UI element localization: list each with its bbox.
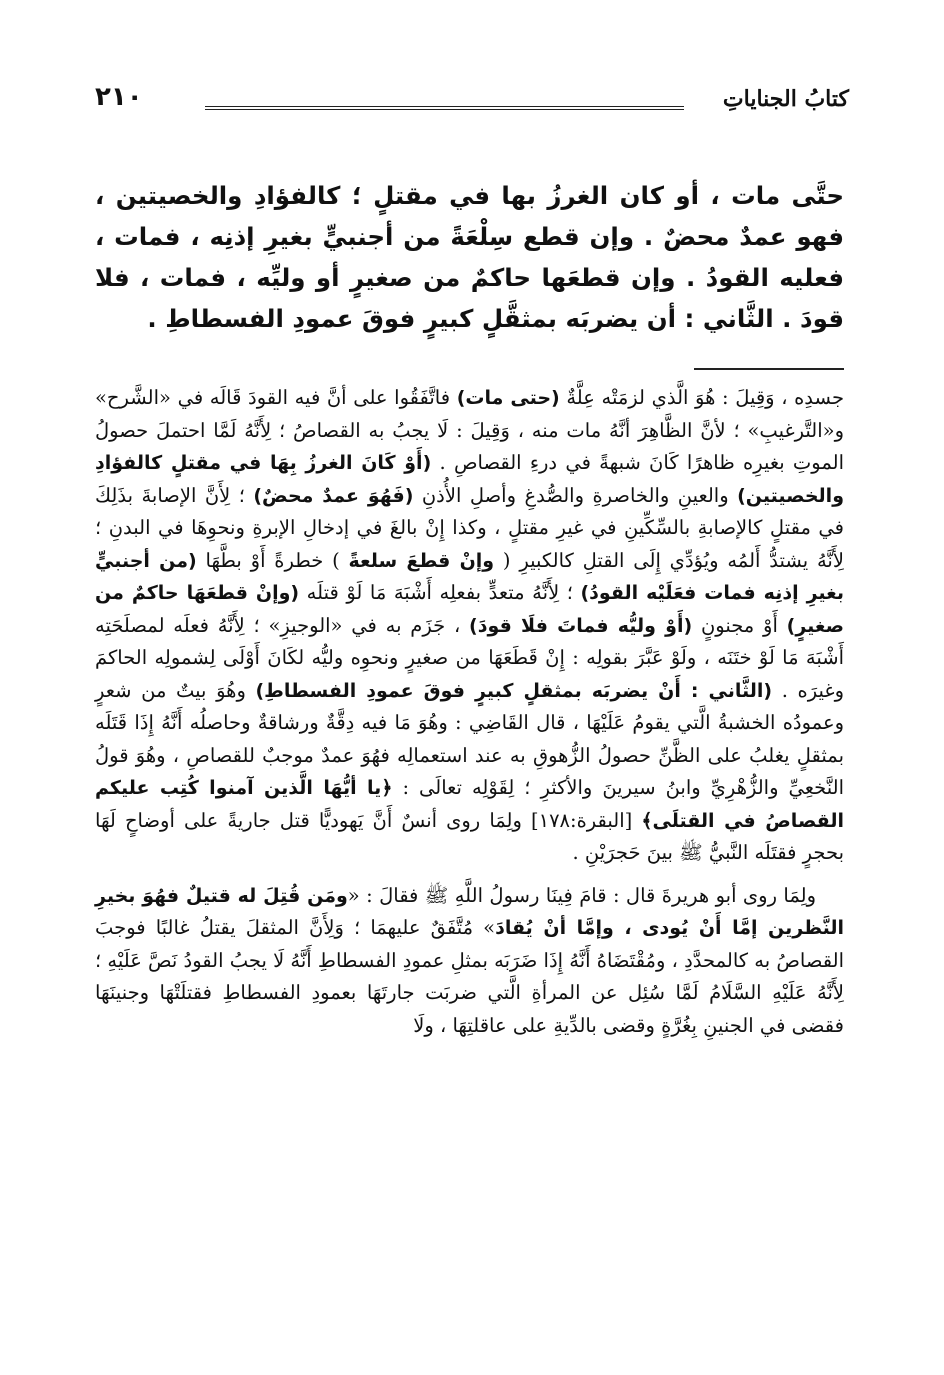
commentary-text: » مُتَّفَقٌ عليهمَا ؛ وَلِأَنَّ المثقلَ يقتلُ غالبًا فوجبَ القصاصُ به كالمحدَّدِ ، ومُقْتَضَاهُ أَنَّهُ إِذَا ضَرَبَه بمثلِ عمودِ الفسطاطِ أَنَّهُ لَا يجبُ القودُ نَصَّ عَلَيْهِ ؛ لِأَنَّهُ عَلَيْهِ السَّلَامُ لَمَّا سُئِل عن المرأةِ الَّتي ضربَت جارتَهَا بعمودِ الفسطاطِ فقتلَتْهَا وجنينَهَا فقضى في الجنينِ بِغُرَّةٍ وقضى بالدِّيةِ على عاقلتِهَا ، ولَا: [95, 916, 844, 1037]
quoted-matn: ﴿يا أيُّهَا الَّذين آمنوا كُتِب عليكم القصاصُ في القتلَى﴾: [95, 777, 844, 832]
header-rule: [205, 106, 684, 110]
matn-text: [95, 175, 844, 339]
commentary-text: أَوْ مجنونٍ: [692, 613, 787, 637]
sharh-paragraph-1: [95, 382, 844, 870]
quoted-matn: (فَهُوَ عمدٌ محضٌ): [253, 484, 414, 507]
commentary-text: جسدِه ، وَقِيلَ : هُوَ الَّذي لزمَتْه عِلَّةٌ: [559, 386, 844, 409]
quoted-matn: (أَوْ كَانَ الغرزُ بِهَا في مقتلٍ كالفؤادِ والخصيتين): [95, 452, 844, 507]
commentary-text: [البقرة:١٧٨] ولِمَا روى أنسٌ أَنَّ يَهوديًّا قتل جاريةً على أوضاحٍ لَهَا بحجرٍ فقتَلَه النَّبيُّ ﷺ بينَ حَجرَيْنِ .: [95, 808, 844, 864]
commentary-text: ؛ لِأَنَّ الإصابةَ بذَلِكَ في مقتلٍ كالإصابةِ بالسِّكِّينِ في غيرِ مقتلٍ ، وكذا إِنْ بالغَ في إدخالِ الإبرةِ ونحوِهَا في البدنِ ؛ لِأَنَّهُ يشتدُّ أَلمُه ويُؤدِّي إِلَى القتلِ كالكبيرِ (: [95, 483, 844, 572]
quoted-matn: (من أجنبيٍّ بغيرِ إذنِه فمات فعَلَيْه القودُ): [95, 549, 845, 604]
sharh-commentary: [95, 382, 844, 1042]
quoted-matn: (حتى مات): [456, 387, 560, 409]
quoted-matn: (وإنْ قطعَهَا حاكمٌ من صغيرٍ): [95, 582, 845, 637]
quoted-matn: (الثَّاني : أَنْ يضربَه بمثقلٍ كبيرٍ فوقَ عمودِ الفسطاطِ): [255, 679, 773, 702]
commentary-text: ، جَزَم به في «الوجيزِ» ؛ لِأَنَّهُ فعلَه لمصلَحَتِه أَشْبَهَ مَا لَوْ ختَنَه ، ولَوْ عَبَّرَ بقولِه : إِنْ قَطَعَهَا من صغيرٍ ونحوِه وليُّه لكَانَ أَوْلَى لِشمولِه الحاكمَ وغيرَه .: [95, 613, 845, 702]
running-header: [95, 82, 849, 126]
commentary-text: وهُوَ بيتٌ من شعرٍ وعمودُه الخشبةُ الَّتي يقومُ عَلَيْهَا ، قال القَاضِي : وهُوَ مَا فيه دِقَّةٌ ورشاقةٌ وحاصلُه أَنَّهُ إِذَا قَتَلَه بمثقلٍ يغلبُ على الظَّنِّ حصولُ الزُّهوقِ به عند استعمالِه فهُوَ عمدٌ موجبٌ للقصاصِ ، وهُوَ قولُ النَّخعِيِّ والزُّهْرِيِّ وابنُ سيرينَ والأكثرِ ؛ لِقَوْلِه تعالَى :: [95, 678, 844, 799]
quoted-matn: ومَن قُتِلَ له قتيلٌ فهُوَ بخيرِ النَّظرين إمَّا أَنْ يُودى ، وإمَّا أنْ يُقادَ: [95, 884, 844, 939]
page-number: ٢١٠: [95, 82, 143, 112]
sharh-paragraph-2: [95, 880, 844, 1043]
footnote-separator: [694, 368, 844, 370]
commentary-text: ) خطرةً أَوْ بطَّهَا: [196, 548, 349, 572]
quoted-matn: وإنْ قطعَ سلعةً: [348, 549, 495, 572]
matn-paragraph: حتَّى مات ، أو كان الغرزُ بها في مقتلٍ ؛ كالفؤادِ والخصيتين ، فهو عمدٌ محضٌ . وإن قطع سِلْعَةً من أجنبيٍّ بغيرِ إذنِه ، فمات ، فعليه القودُ . وإن قطعَها حاكمٌ من صغيرٍ أو وليِّه ، فمات ، فلا قودَ . الثَّاني : أن يضربَه بمثقَّلٍ كبيرٍ فوقَ عمودِ الفسطاطِ .: [95, 181, 844, 333]
commentary-text: والعينِ والخاصرةِ والصُّدغِ وأصلِ الأُذنِ: [413, 483, 738, 507]
quoted-matn: (أَوْ وليُّه فماتَ فلَا قودَ): [469, 614, 693, 637]
commentary-text: ؛ لِأَنَّهُ متعدٍّ بفعلِه أَشْبَهَ مَا لَوْ قتلَه: [299, 581, 581, 604]
commentary-text: فاتَّفَقُوا على أنَّ فيه القودَ قَالَه في «الشَّرح» و«التَّرغيبِ» ؛ لأنَّ الظَّاهِرَ أنَّهُ مات منه ، وَقِيلَ : لَا يجبُ به القصاصُ ؛ لِأَنَّهُ لَمَّا احتملَ حصولُ الموتِ بغيرِه ظاهرًا كَانَ شبهةً في درءِ القصاصِ .: [95, 386, 844, 474]
commentary-text: ولِمَا روى أبو هريرةَ قال : قامَ فِينَا رسولُ اللَّهِ ﷺ فقالَ : «: [347, 883, 816, 907]
book-title: كتابُ الجناياتِ: [722, 86, 849, 112]
